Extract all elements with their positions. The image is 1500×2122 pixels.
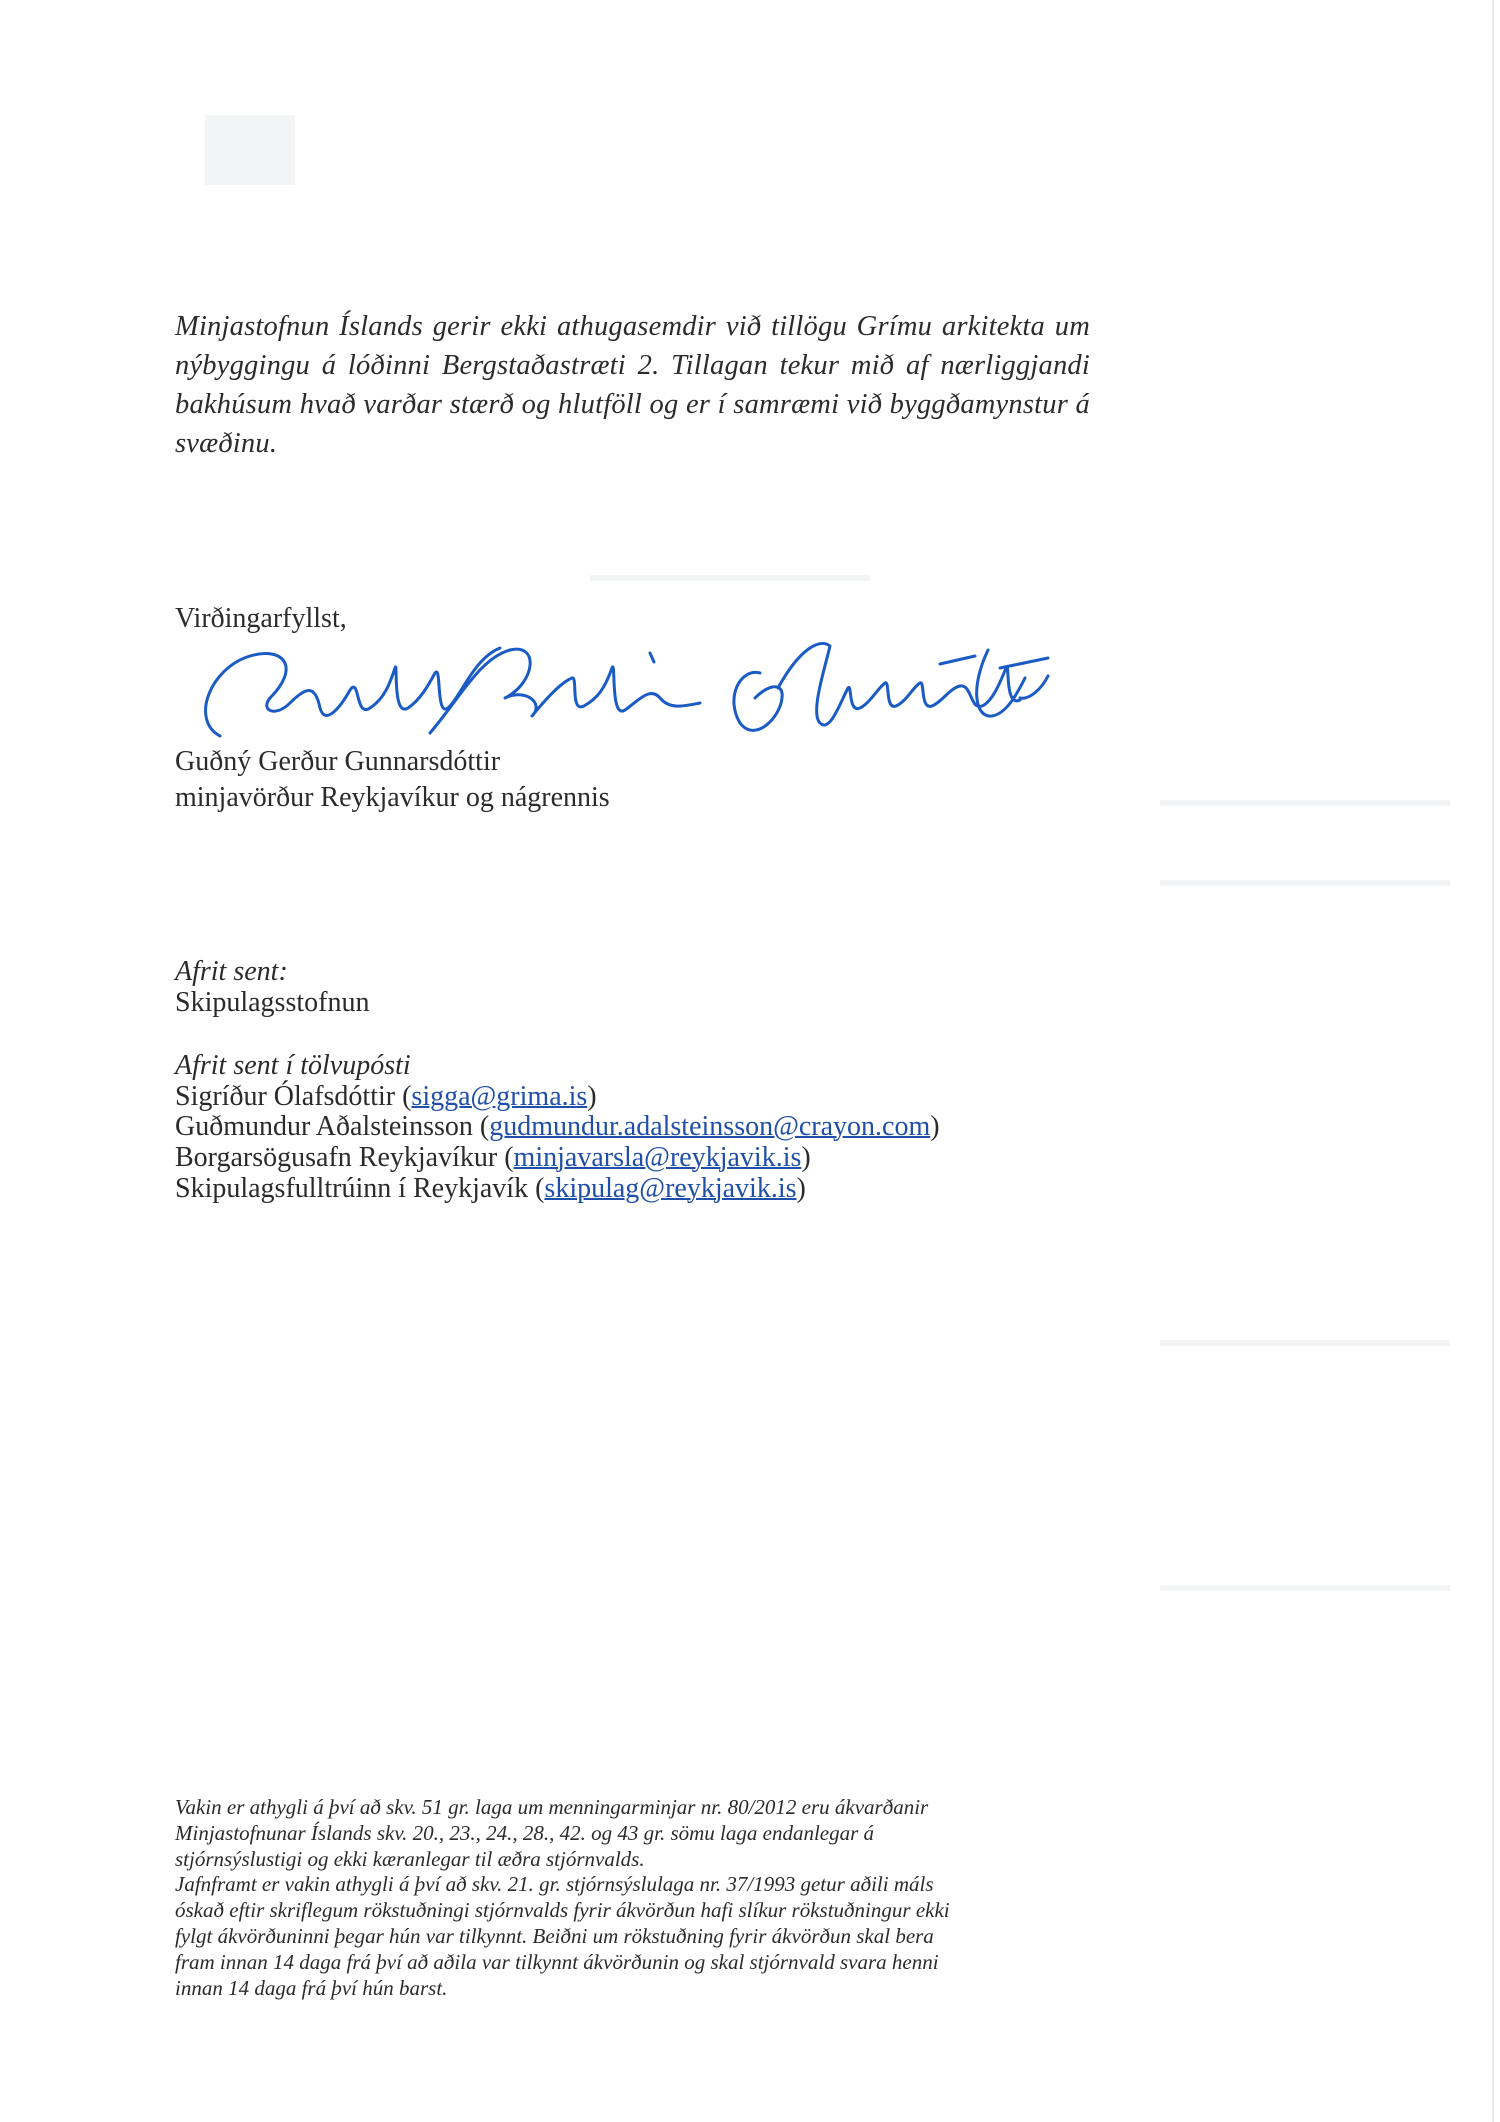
body-paragraph: Minjastofnun Íslands gerir ekki athugasemdir við tillögu Grímu arkitekta um nýbyggingu á lóðinni Bergstaðastræti 2. Tillagan tekur mið af nærliggjandi bakhúsum hvað varðar stærð og hlutföll og er í samræmi við byggðamynstur á svæðinu. [175,311,1090,459]
copy-sent-heading: Afrit sent: [175,956,288,987]
email-recipient-line: Borgarsögusafn Reykjavíkur (minjavarsla@reykjavik.is) [175,1142,811,1173]
show-through-mark [1160,800,1450,806]
email-recipient-line: Skipulagsfulltrúinn í Reykjavík (skipulag@reykjavik.is) [175,1173,806,1204]
recipient-email-link[interactable]: minjavarsla@reykjavik.is [513,1142,802,1173]
scan-edge [1492,0,1494,2122]
appeal-notice [175,1795,1105,2001]
copy-sent-recipient: Skipulagsstofnun [175,987,370,1018]
show-through-mark [1160,880,1450,886]
recipient-name: Guðmundur Aðalsteinsson [175,1111,473,1142]
signature-stroke [650,653,654,662]
appeal-notice-line: Vakin er athygli á því að skv. 51 gr. laga um menningarminjar nr. 80/2012 eru ákvarðanir [175,1795,929,1819]
email-copy-heading: Afrit sent í tölvupósti [175,1050,411,1081]
recipient-email-link[interactable]: gudmundur.adalsteinsson@crayon.com [489,1111,931,1142]
closing-salutation: Virðingarfyllst, [175,603,347,634]
appeal-notice-line: fram innan 14 daga frá því að aðila var tilkynnt ákvörðunin og skal stjórnvald svara henni [175,1949,939,1974]
appeal-notice-line: fylgt ákvörðuninni þegar hún var tilkynnt. Beiðni um rökstuðning fyrir ákvörðun skal bera [175,1923,934,1948]
signature-stroke [940,656,975,664]
handwritten-signature [180,628,1050,748]
appeal-notice-line: Minjastofnunar Íslands skv. 20., 23., 24., 28., 42. og 43 gr. sömu laga endanlegar á [175,1820,875,1845]
signature-stroke [206,648,500,736]
show-through-mark [590,575,870,581]
appeal-notice-line: stjórnsýslustigi og ekki kæranlegar til æðra stjórnvalds. [175,1846,645,1871]
show-through-mark [1160,1340,1450,1346]
recipient-name: Skipulagsfulltrúinn í Reykjavík [175,1173,529,1204]
email-recipient-line: Guðmundur Aðalsteinsson (gudmundur.adalsteinsson@crayon.com) [175,1111,940,1142]
signer-title: minjavörður Reykjavíkur og nágrennis [175,782,610,813]
email-recipient-line: Sigríður Ólafsdóttir (sigga@grima.is) [175,1081,597,1112]
show-through-mark [1160,1585,1450,1591]
signature-stroke [977,650,1048,716]
appeal-notice-line: Jafnframt er vakin athygli á því að skv. 21. gr. stjórnsýslulaga nr. 37/1993 getur aðili máls [175,1872,934,1897]
appeal-notice-line: óskað eftir skriflegum rökstuðningi stjórnvalds fyrir ákvörðun hafi slíkur rökstuðningur ekki [175,1898,950,1923]
appeal-notice-line: innan 14 daga frá því hún barst. [175,1975,448,2000]
recipient-email-link[interactable]: sigga@grima.is [411,1081,588,1112]
recipient-name: Borgarsögusafn Reykjavíkur [175,1142,498,1173]
signer-name: Guðný Gerður Gunnarsdóttir [175,746,501,777]
signature-stroke [430,649,700,733]
recipient-email-link[interactable]: skipulag@reykjavik.is [544,1173,797,1204]
show-through-mark [205,115,295,185]
recipient-name: Sigríður Ólafsdóttir [175,1081,396,1112]
